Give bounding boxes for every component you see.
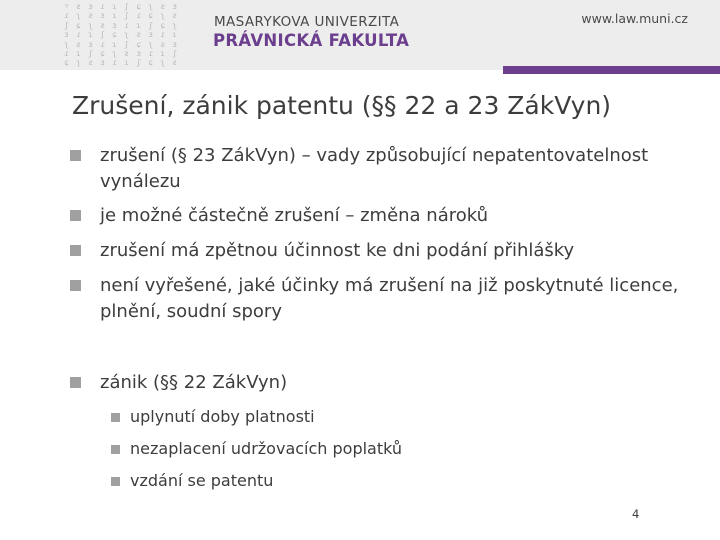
- university-name: MASARYKOVA UNIVERZITA: [214, 14, 400, 30]
- bullet-text: zrušení má zpětnou účinnost ke dni podání přihlášky: [100, 240, 575, 261]
- sub-bullet-marker: [111, 477, 120, 486]
- sub-bullet-marker: [111, 413, 120, 422]
- sub-bullet-marker: [111, 445, 120, 454]
- sub-bullet-item: [130, 433, 690, 465]
- sub-bullet-item: [130, 465, 690, 497]
- slide-title: Zrušení, zánik patentu (§§ 22 a 23 ZákVyn): [72, 91, 612, 120]
- bullet-marker: [70, 210, 81, 221]
- bullet-text: zánik (§§ 22 ZákVyn): [100, 372, 288, 393]
- page-number: 4: [632, 507, 640, 521]
- bullet-item: [100, 203, 700, 229]
- bullet-marker: [70, 377, 81, 388]
- sub-bullet-text: uplynutí doby platnosti: [130, 407, 315, 426]
- bullet-marker: [70, 245, 81, 256]
- bullet-item: [100, 370, 700, 396]
- bullet-text: není vyřešené, jaké účinky má zrušení na již poskytnuté licence, plnění, soudní spory: [100, 275, 679, 322]
- bullet-item: [100, 273, 700, 325]
- website-url: www.law.muni.cz: [581, 11, 688, 26]
- sub-bullet-text: nezaplacení udržovacích poplatků: [130, 439, 403, 458]
- bullet-item: [100, 143, 700, 195]
- bullet-marker: [70, 150, 81, 161]
- accent-bar: [503, 66, 720, 74]
- header-bar: [0, 0, 720, 70]
- bullet-text: zrušení (§ 23 ZákVyn) – vady způsobující nepatentovatelnost vynálezu: [100, 145, 649, 192]
- sub-bullet-item: [130, 401, 690, 433]
- bullet-marker: [70, 280, 81, 291]
- bullet-item: [100, 238, 700, 264]
- sub-bullet-text: vzdání se patentu: [130, 471, 274, 490]
- faculty-name: PRÁVNICKÁ FAKULTA: [213, 31, 410, 50]
- bullet-text: je možné částečně zrušení – změna nároků: [100, 205, 489, 226]
- logo-pattern: ᵍ ƨ ɜ ɾ ɿ ʃ ɕ ʅ ƨ ɜ ɾ ʅ ƨ ɜ ɿ ʃ ɾ ɕ ʅ ƨ ʃ ɕ ʅ ƨ ɜ ɾ ɿ ʃ ɕ ʅ ɜ ɾ ɿ ʃ ɕ ʅ ƨ ɜ ɾ ɿ ʅ ƨ ɜ ɾ ɿ ʃ ɕ ʅ ƨ ɜ ɾ ɿ ʃ ɕ ʅ ƨ ɜ ɾ ɿ ʃ ɕ ʅ ƨ ɜ ɾ ɿ ʃ ɕ ʅ ƨ: [64, 2, 179, 68]
